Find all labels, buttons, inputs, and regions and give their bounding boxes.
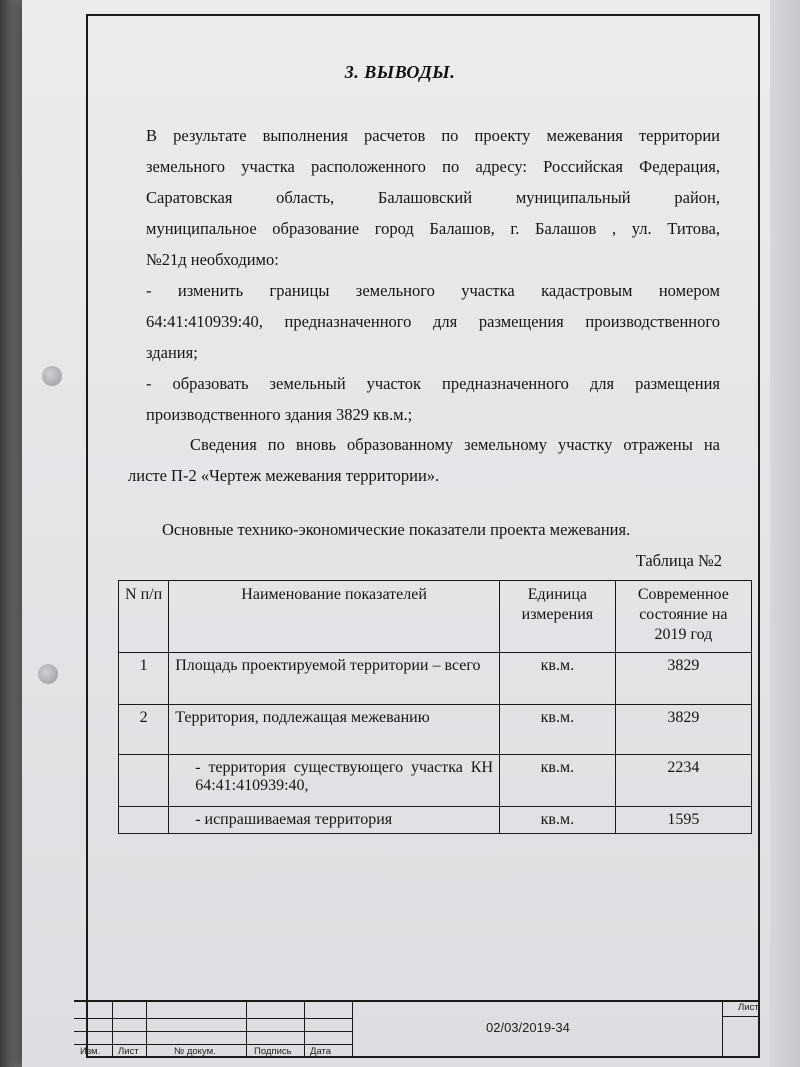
text-line: муниципальное образование город Балашов, г. Балашов , ул. Титова,: [146, 219, 720, 238]
punch-hole-bottom: [38, 664, 58, 684]
stamp-line: [246, 1000, 247, 1058]
cell-num: 1: [119, 653, 169, 705]
col-list: Лист: [118, 1046, 139, 1057]
stamp-line: [112, 1000, 113, 1058]
text-line: листе П-2 «Чертеж межевания территории».: [128, 466, 440, 485]
table-header-row: [119, 581, 752, 653]
text-line: - образовать земельный участок предназначенного для размещения: [146, 374, 720, 393]
stamp-line: [74, 1031, 352, 1032]
document-code: 02/03/2019-34: [486, 1020, 570, 1035]
paragraph-info: [128, 429, 720, 491]
table-row: [119, 755, 752, 807]
indicators-table: [118, 580, 752, 834]
cell-name: - территория существующего участка КН 64:41:410939:40,: [169, 755, 500, 807]
cell-unit: кв.м.: [500, 755, 616, 807]
bullet-change-boundaries: [146, 275, 720, 368]
text-line: здания;: [146, 343, 198, 362]
header-name: Наименование показателей: [169, 581, 500, 653]
col-date: Дата: [310, 1046, 332, 1057]
cell-num: [119, 807, 169, 834]
text-line: 64:41:410939:40, предназначенного для размещения производственного: [146, 312, 720, 331]
text-line: Саратовская область, Балашовский муниципальный район,: [146, 188, 720, 207]
stamp-line: [74, 1044, 352, 1045]
col-signature: Подпись: [254, 1046, 292, 1057]
stamp-line: [304, 1000, 305, 1058]
stamp-line: [74, 1000, 760, 1002]
table-caption: Основные технико-экономические показатели проекта межевания.: [162, 520, 631, 539]
col-doc-no: № докум.: [174, 1046, 216, 1057]
cell-unit: кв.м.: [500, 705, 616, 755]
table-row: [119, 705, 752, 755]
text-line: земельного участка расположенного по адресу: Российская Федерация,: [146, 157, 720, 176]
cell-name: Территория, подлежащая межеванию: [169, 705, 500, 755]
cell-unit: кв.м.: [500, 807, 616, 834]
stamp-line: [352, 1000, 353, 1058]
title-block: [74, 1000, 760, 1058]
cell-value: 3829: [615, 653, 751, 705]
col-izm: Изм.: [80, 1046, 101, 1057]
header-unit: Единица измерения: [500, 581, 616, 653]
table-row: [119, 653, 752, 705]
section-heading: 3. ВЫВОДЫ.: [344, 62, 456, 82]
stamp-line: [146, 1000, 147, 1058]
cell-name: - испрашиваемая территория: [169, 807, 500, 834]
paragraph-conclusion: [146, 120, 720, 275]
bullet-form-plot: [146, 368, 720, 430]
punch-hole-top: [42, 366, 62, 386]
cell-num: [119, 755, 169, 807]
cell-name: Площадь проектируемой территории – всего: [169, 653, 500, 705]
stamp-line: [74, 1018, 352, 1019]
cell-unit: кв.м.: [500, 653, 616, 705]
header-num: N п/п: [119, 581, 169, 653]
header-current: Современное состояние на 2019 год: [615, 581, 751, 653]
table-row: [119, 807, 752, 834]
stamp-line: [722, 1016, 760, 1017]
table-number: Таблица №2: [635, 551, 722, 570]
cell-value: 1595: [615, 807, 751, 834]
cell-value: 3829: [615, 705, 751, 755]
text-line: №21д необходимо:: [146, 250, 279, 269]
text-line: - изменить границы земельного участка кадастровым номером: [146, 281, 720, 300]
stamp-line: [722, 1000, 723, 1058]
sheet-label: Лист: [738, 1002, 759, 1013]
text-line: производственного здания 3829 кв.м.;: [146, 405, 413, 424]
text-line: Сведения по вновь образованному земельному участку отражены на: [146, 435, 720, 454]
cell-num: 2: [119, 705, 169, 755]
page-edge: [770, 0, 800, 1067]
cell-value: 2234: [615, 755, 751, 807]
text-line: В результате выполнения расчетов по проекту межевания территории: [146, 126, 720, 145]
